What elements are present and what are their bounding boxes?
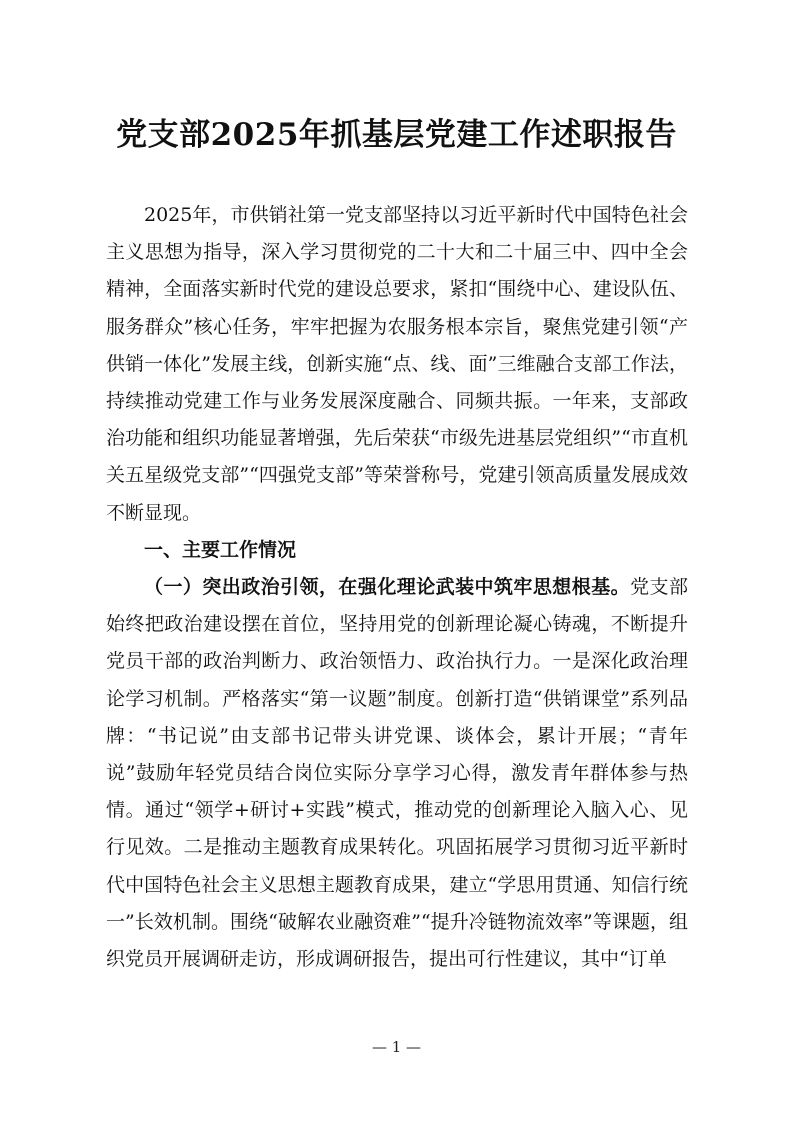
subsection-text: 党支部始终把政治建设摆在首位，坚持用党的创新理论凝心铸魂，不断提升党员干部的政治判断力、政治领悟力、政治执行力。一是深化政治理论学习机制。严格落实“第一议题”制度。创新打造“供销课堂”系列品牌：“书记说”由支部书记带头讲党课、谈体会，累计开展；“青年说”鼓励年轻党员结合岗位实际分享学习心得，激发青年群体参与热情。通过“领学+研讨+实践”模式，推动党的创新理论入脑入心、见行见效。二是推动主题教育成果转化。巩固拓展学习贯彻习近平新时代中国特色社会主义思想主题教育成果，建立“学思用贯通、知信行统一”长效机制。围绕“破解农业融资难”“提升冷链物流效率”等课题，组织党员开展调研走访，形成调研报告，提出可行性建议，其中“订单	[106, 576, 688, 971]
document-body	[106, 197, 688, 978]
subsection-heading: （一）突出政治引领，在强化理论武装中筑牢思想根基。	[144, 576, 631, 599]
section-heading: 一、主要工作情况	[144, 538, 297, 561]
intro-paragraph: 2025年，市供销社第一党支部坚持以习近平新时代中国特色社会主义思想为指导，深入学习贯彻党的二十大和二十届三中、四中全会精神，全面落实新时代党的建设总要求，紧扣“围绕中心、建设队伍、服务群众”核心任务，牢牢把握为农服务根本宗旨，聚焦党建引领“产供销一体化”发展主线，创新实施“点、线、面”三维融合支部工作法，持续推动党建工作与业务发展深度融合、同频共振。一年来，支部政治功能和组织功能显著增强，先后荣获“市级先进基层党组织”“市直机关五星级党支部”“四强党支部”等荣誉称号，党建引领高质量发展成效不断显现。	[106, 204, 688, 524]
page-number: — 1 —	[371, 1038, 422, 1056]
subsection-paragraph	[106, 569, 688, 978]
document-title: 党支部2025年抓基层党建工作述职报告	[116, 117, 677, 153]
